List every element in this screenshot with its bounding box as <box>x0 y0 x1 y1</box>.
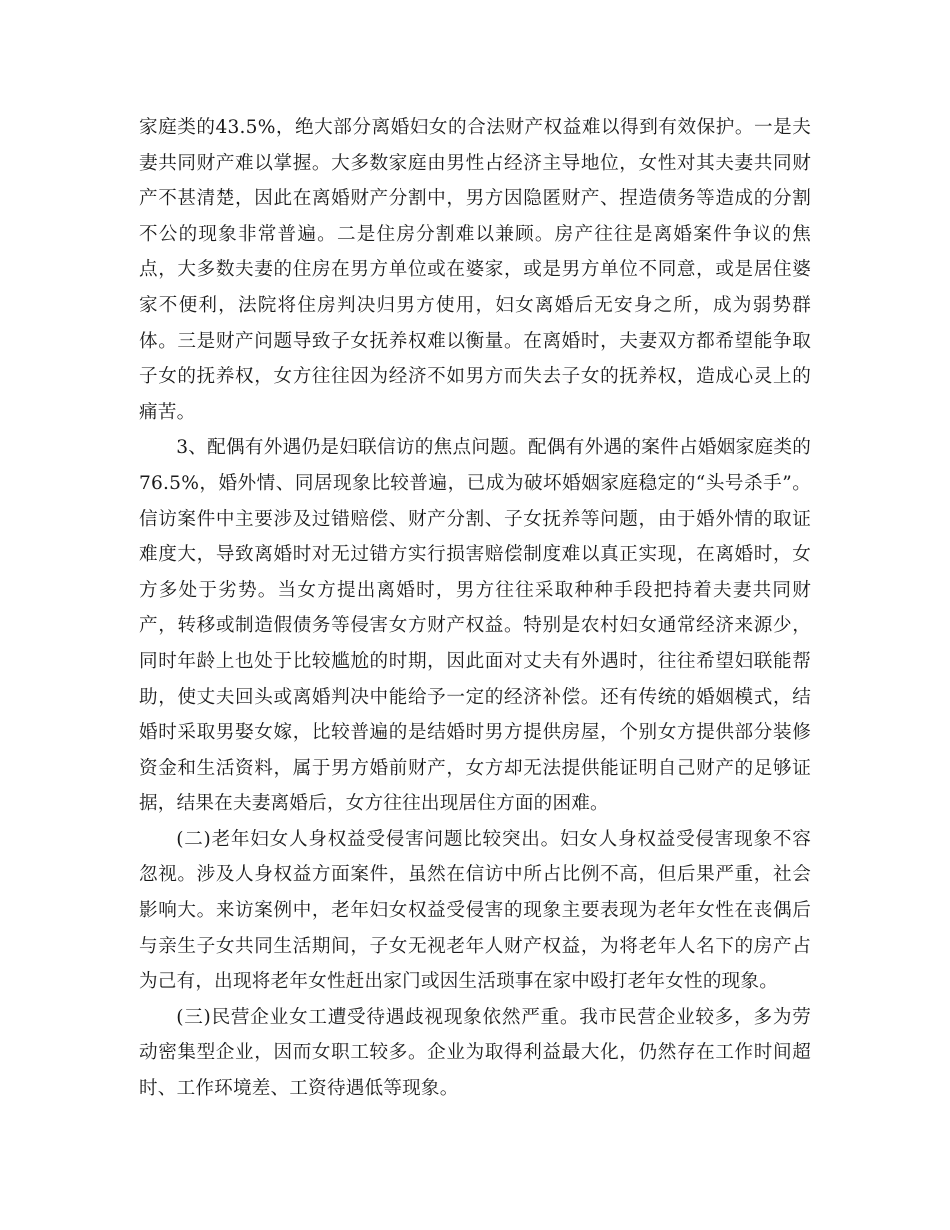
paragraph-elderly-women: (二)老年妇女人身权益受侵害问题比较突出。妇女人身权益受侵害现象不容忽视。涉及人身权益方面案件，虽然在信访中所占比例不高，但后果严重，社会影响大。来访案例中，老年妇女权益受侵害的现象主要表现为老年女性在丧偶后与亲生子女共同生活期间，子女无视老年人财产权益，为将老年人名下的房产占为己有，出现将老年女性赶出家门或因生活琐事在家中殴打老年女性的现象。 <box>139 828 811 993</box>
paragraph-property-rights: 家庭类的43.5%，绝大部分离婚妇女的合法财产权益难以得到有效保护。一是夫妻共同财产难以掌握。大多数家庭由男性占经济主导地位，女性对其夫妻共同财产不甚清楚，因此在离婚财产分割中，男方因隐匿财产、捏造债务等造成的分割不公的现象非常普遍。二是住房分割难以兼顾。房产往往是离婚案件争议的焦点，大多数夫妻的住房在男方单位或在婆家，或是男方单位不同意，或是居住婆家不便利，法院将住房判决归男方使用，妇女离婚后无安身之所，成为弱势群体。三是财产问题导致子女抚养权难以衡量。在离婚时，夫妻双方都希望能争取子女的抚养权，女方往往因为经济不如男方而失去子女的抚养权，造成心灵上的痛苦。 <box>139 117 811 423</box>
document-body <box>139 110 811 1107</box>
paragraph-private-enterprise-workers: (三)民营企业女工遭受待遇歧视现象依然严重。我市民营企业较多，多为劳动密集型企业，因而女职工较多。企业为取得利益最大化，仍然存在工作时间超时、工作环境差、工资待遇低等现象。 <box>139 1006 811 1100</box>
paragraph-extramarital-affairs: 3、配偶有外遇仍是妇联信访的焦点问题。配偶有外遇的案件占婚姻家庭类的76.5%，婚外情、同居现象比较普遍，已成为破坏婚姻家庭稳定的“头号杀手”。信访案件中主要涉及过错赔偿、财产分割、子女抚养等问题，由于婚外情的取证难度大，导致离婚时对无过错方实行损害赔偿制度难以真正实现，在离婚时，女方多处于劣势。当女方提出离婚时，男方往往采取种种手段把持着夫妻共同财产，转移或制造假债务等侵害女方财产权益。特别是农村妇女通常经济来源少，同时年龄上也处于比较尴尬的时期，因此面对丈夫有外遇时，往往希望妇联能帮助，使丈夫回头或离婚判决中能给予一定的经济补偿。还有传统的婚姻模式，结婚时采取男娶女嫁，比较普遍的是结婚时男方提供房屋，个别女方提供部分装修资金和生活资料，属于男方婚前财产，女方却无法提供能证明自己财产的足够证据，结果在夫妻离婚后，女方往往出现居住方面的困难。 <box>139 437 811 815</box>
